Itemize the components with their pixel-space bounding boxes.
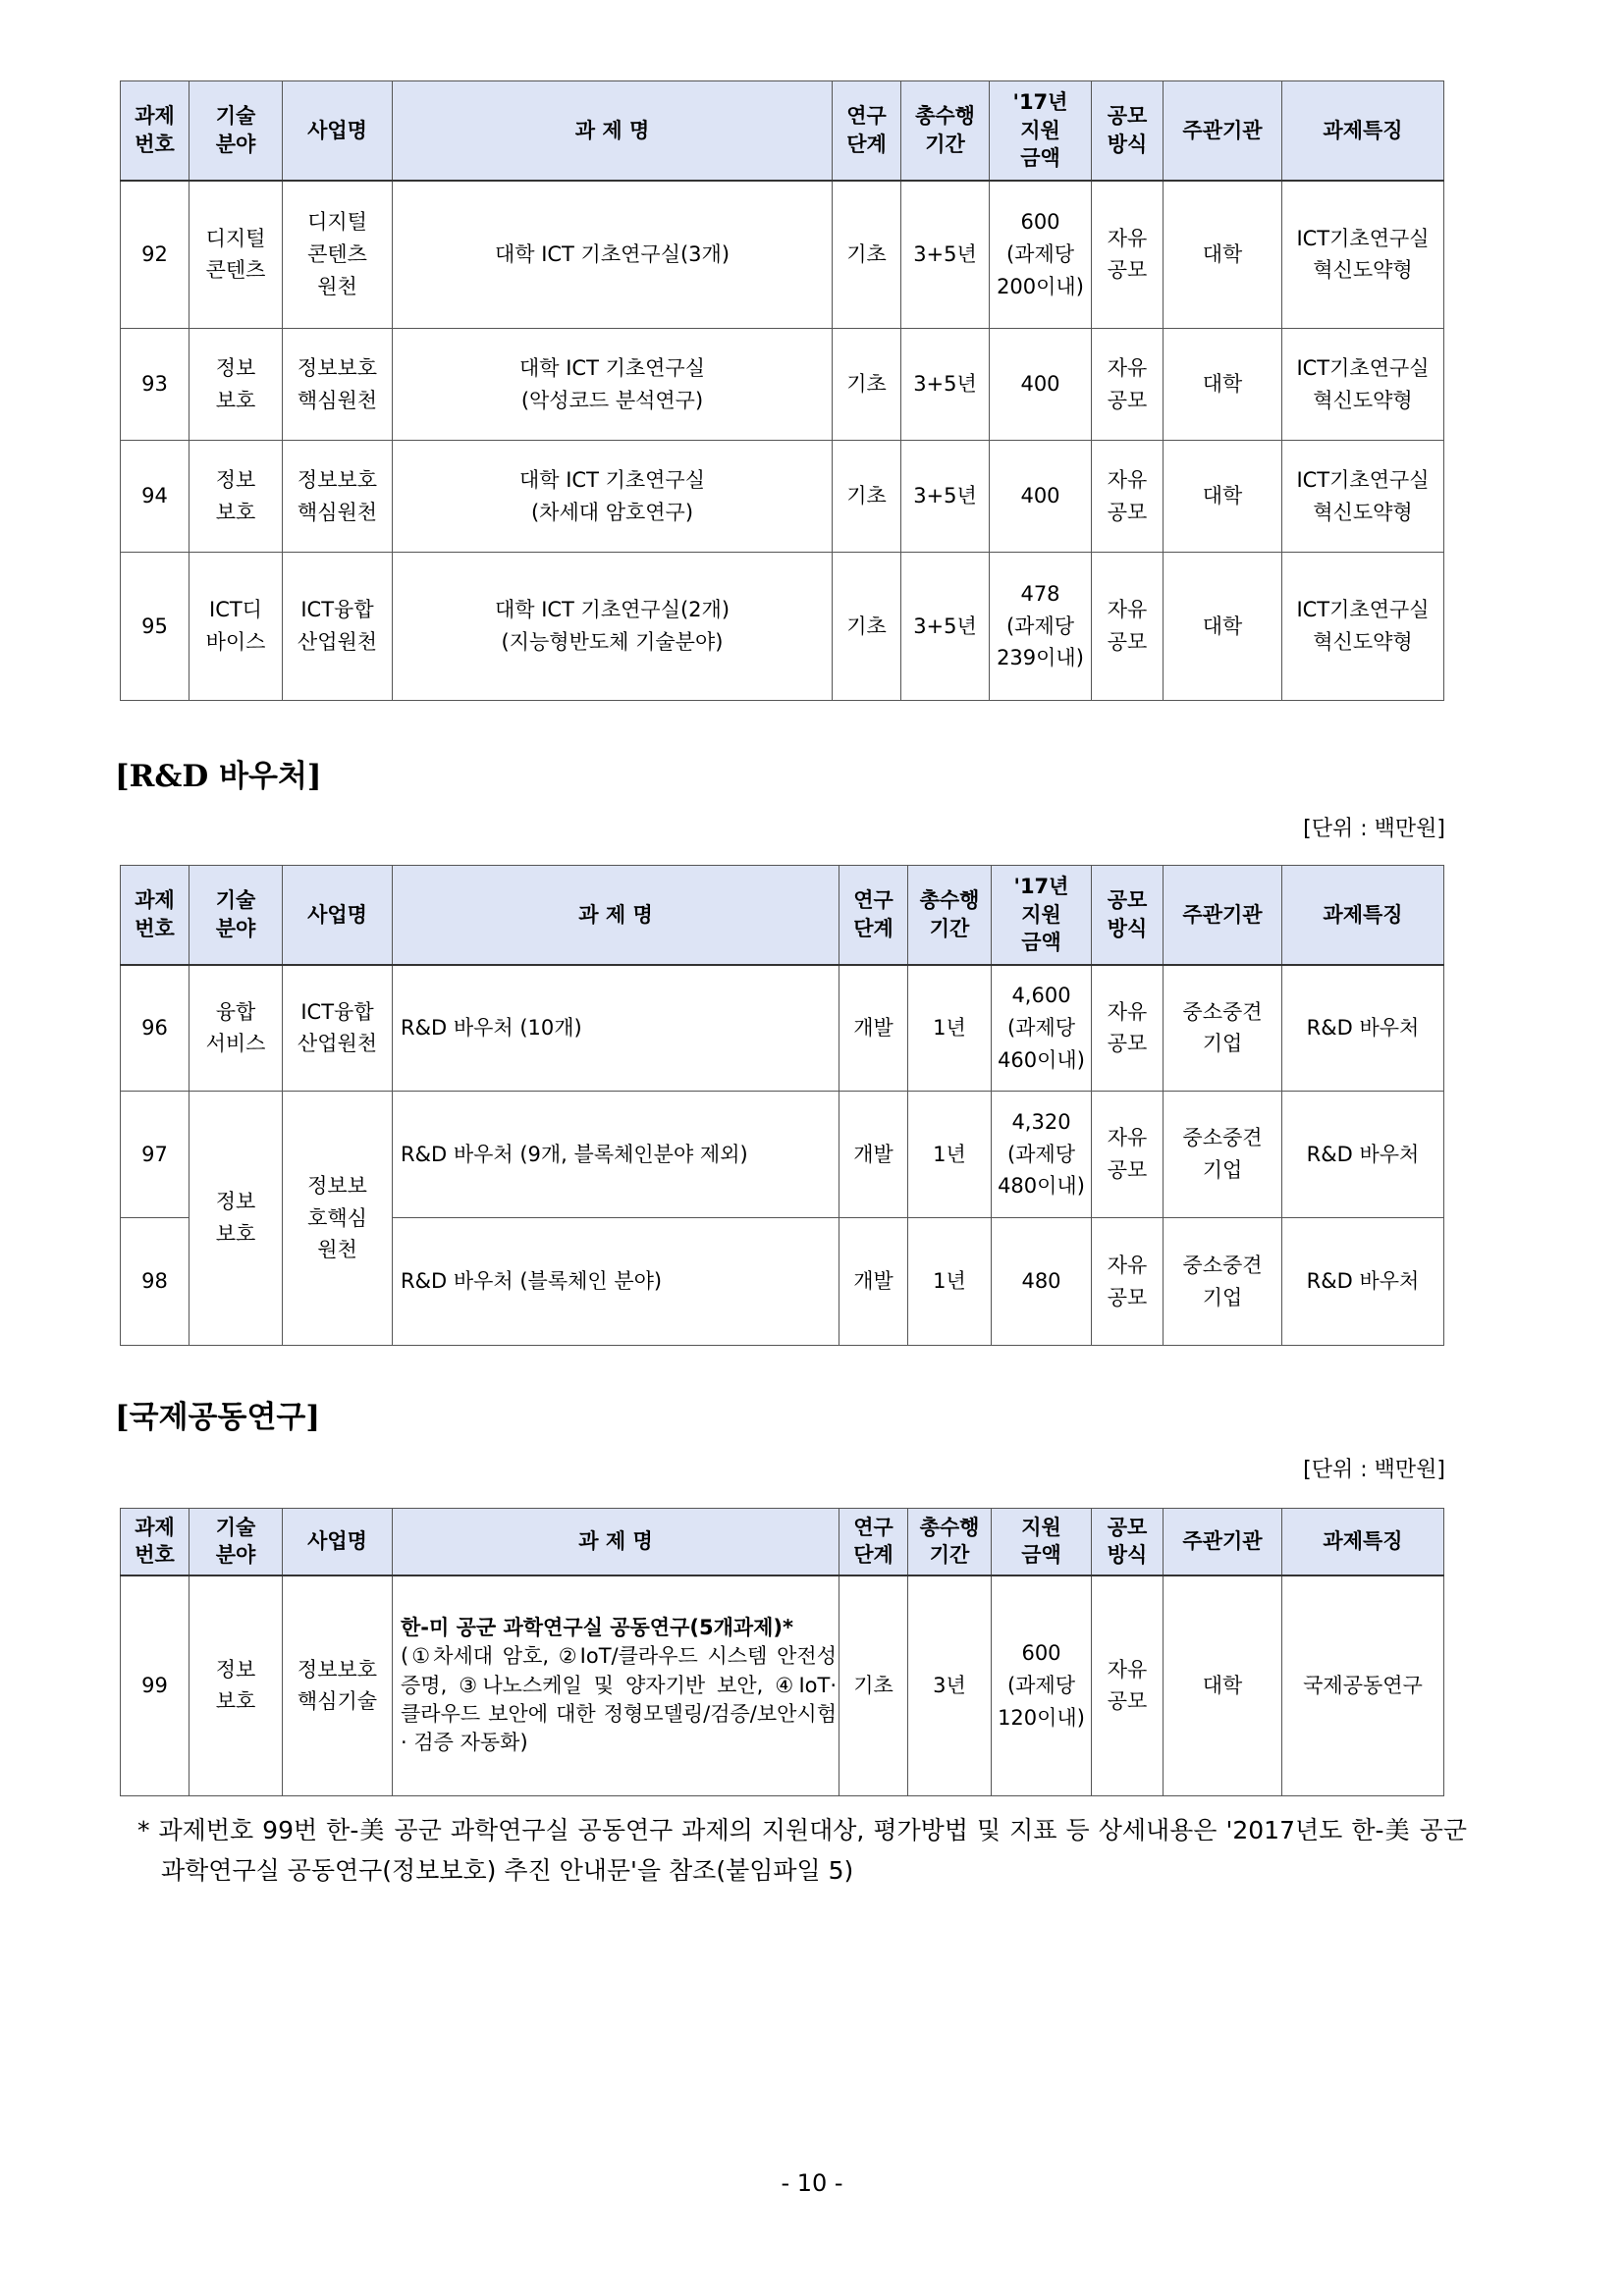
- amount-cell: 600 (과제당 200이내): [990, 181, 1092, 329]
- feature-cell: ICT기초연구실 혁신도약형: [1282, 441, 1444, 553]
- org-cell: 중소중견 기업: [1164, 1092, 1282, 1218]
- org-cell: 대학: [1164, 441, 1282, 553]
- task-no-cell: 99: [121, 1575, 189, 1796]
- rnd-voucher-table: [120, 865, 1444, 1346]
- method-cell: 자유 공모: [1092, 441, 1164, 553]
- tech-field-cell: 정보 보호: [189, 329, 283, 441]
- tech-field-cell: 정보 보호: [189, 1092, 283, 1346]
- method-cell: 자유 공모: [1092, 1575, 1164, 1796]
- header-program: 사업명: [283, 1509, 393, 1575]
- method-cell: 자유 공모: [1092, 329, 1164, 441]
- method-cell: 자유 공모: [1092, 181, 1164, 329]
- header-lead-org: 주관기관: [1164, 81, 1282, 181]
- header-total-period: 총수행 기간: [901, 81, 990, 181]
- period-cell: 3년: [908, 1575, 992, 1796]
- unit-label: [단위 : 백만원]: [1303, 1458, 1445, 1482]
- research-lab-table: [120, 80, 1444, 701]
- task-title-cell: 대학 ICT 기초연구실 (악성코드 분석연구): [393, 329, 833, 441]
- footnote: * 과제번호 99번 한-美 공군 과학연구실 공동연구 과제의 지원대상, 평가방법 및 지표 등 상세내용은 '2017년도 한-美 공군 과학연구실 공동연구(정보보호) 추진 안내문'을 참조(붙임파일 5): [137, 1816, 1467, 1886]
- header-task-title: 과 제 명: [393, 81, 833, 181]
- amount-cell: 600 (과제당 120이내): [992, 1575, 1092, 1796]
- header-support-amount: 지원 금액: [992, 1509, 1092, 1575]
- program-cell: 디지털 콘텐츠 원천: [283, 181, 393, 329]
- table-row: [121, 1092, 1444, 1218]
- feature-cell: ICT기초연구실 혁신도약형: [1282, 181, 1444, 329]
- tech-field-cell: 정보 보호: [189, 441, 283, 553]
- task-title-body: (①차세대 암호, ②IoT/클라우드 시스템 안전성 증명, ③나노스케일 및 양자기반 보안, ④IoT·클라우드 보안에 대한 정형모델링/검증/보안시험 · 검증 자동화): [401, 1644, 837, 1755]
- intl-joint-research-table: [120, 1508, 1444, 1796]
- task-no-cell: 95: [121, 553, 189, 701]
- task-no-cell: 93: [121, 329, 189, 441]
- header-task-title: 과 제 명: [393, 1509, 839, 1575]
- method-cell: 자유 공모: [1092, 1092, 1164, 1218]
- period-cell: 3+5년: [901, 181, 990, 329]
- header-task-title: 과 제 명: [393, 866, 839, 965]
- program-cell: 정보보호 핵심기술: [283, 1575, 393, 1796]
- header-tech-field: 기술 분야: [189, 1509, 283, 1575]
- stage-cell: 개발: [839, 965, 908, 1092]
- method-cell: 자유 공모: [1092, 965, 1164, 1092]
- org-cell: 대학: [1164, 1575, 1282, 1796]
- header-total-period: 총수행 기간: [908, 1509, 992, 1575]
- task-title-cell: 대학 ICT 기초연구실(2개) (지능형반도체 기술분야): [393, 553, 833, 701]
- page-number: - 10 -: [781, 2169, 843, 2197]
- header-research-stage: 연구 단계: [833, 81, 901, 181]
- task-title-cell: [393, 1575, 839, 1796]
- amount-cell: 400: [990, 329, 1092, 441]
- tech-field-cell: 융합 서비스: [189, 965, 283, 1092]
- stage-cell: 기초: [833, 553, 901, 701]
- task-no-cell: 94: [121, 441, 189, 553]
- header-support-amount: '17년 지원 금액: [992, 866, 1092, 965]
- period-cell: 1년: [908, 1092, 992, 1218]
- task-title-cell: R&D 바우처 (10개): [393, 965, 839, 1092]
- amount-cell: 478 (과제당 239이내): [990, 553, 1092, 701]
- header-tech-field: 기술 분야: [189, 81, 283, 181]
- header-task-no: 과제 번호: [121, 1509, 189, 1575]
- header-tech-field: 기술 분야: [189, 866, 283, 965]
- header-task-no: 과제 번호: [121, 81, 189, 181]
- period-cell: 3+5년: [901, 329, 990, 441]
- period-cell: 1년: [908, 1218, 992, 1346]
- tech-field-cell: 정보 보호: [189, 1575, 283, 1796]
- method-cell: 자유 공모: [1092, 553, 1164, 701]
- header-lead-org: 주관기관: [1164, 1509, 1282, 1575]
- org-cell: 대학: [1164, 553, 1282, 701]
- task-title-cell: 대학 ICT 기초연구실(3개): [393, 181, 833, 329]
- stage-cell: 개발: [839, 1092, 908, 1218]
- program-cell: ICT융합 산업원천: [283, 965, 393, 1092]
- header-call-method: 공모 방식: [1092, 866, 1164, 965]
- tech-field-cell: 디지털 콘텐츠: [189, 181, 283, 329]
- section-heading-intl-joint-research: [국제공동연구]: [115, 1400, 321, 1435]
- tech-field-cell: ICT디 바이스: [189, 553, 283, 701]
- feature-cell: R&D 바우처: [1282, 965, 1444, 1092]
- header-task-feature: 과제특징: [1282, 81, 1444, 181]
- task-no-cell: 96: [121, 965, 189, 1092]
- task-no-cell: 98: [121, 1218, 189, 1346]
- section-heading-rnd-voucher: [R&D 바우처]: [115, 759, 322, 794]
- task-no-cell: 92: [121, 181, 189, 329]
- header-task-no: 과제 번호: [121, 866, 189, 965]
- task-title-head: 한-미 공군 과학연구실 공동연구(5개과제)*: [401, 1615, 794, 1639]
- amount-cell: 4,600 (과제당 460이내): [992, 965, 1092, 1092]
- program-cell: 정보보호 핵심원천: [283, 329, 393, 441]
- task-title-cell: R&D 바우처 (블록체인 분야): [393, 1218, 839, 1346]
- table-row: [121, 553, 1444, 701]
- header-program: 사업명: [283, 866, 393, 965]
- program-cell: ICT융합 산업원천: [283, 553, 393, 701]
- header-lead-org: 주관기관: [1164, 866, 1282, 965]
- table-row: [121, 965, 1444, 1092]
- program-cell: 정보보 호핵심 원천: [283, 1092, 393, 1346]
- table-row: [121, 1575, 1444, 1796]
- table-row: [121, 329, 1444, 441]
- feature-cell: 국제공동연구: [1282, 1575, 1444, 1796]
- org-cell: 중소중견 기업: [1164, 1218, 1282, 1346]
- stage-cell: 기초: [839, 1575, 908, 1796]
- org-cell: 대학: [1164, 329, 1282, 441]
- task-no-cell: 97: [121, 1092, 189, 1218]
- stage-cell: 기초: [833, 441, 901, 553]
- period-cell: 1년: [908, 965, 992, 1092]
- table-row: [121, 441, 1444, 553]
- unit-label: [단위 : 백만원]: [1303, 817, 1445, 841]
- header-research-stage: 연구 단계: [839, 1509, 908, 1575]
- header-program: 사업명: [283, 81, 393, 181]
- task-title-cell: R&D 바우처 (9개, 블록체인분야 제외): [393, 1092, 839, 1218]
- header-task-feature: 과제특징: [1282, 866, 1444, 965]
- feature-cell: R&D 바우처: [1282, 1218, 1444, 1346]
- task-title-cell: 대학 ICT 기초연구실 (차세대 암호연구): [393, 441, 833, 553]
- header-support-amount: '17년 지원 금액: [990, 81, 1092, 181]
- stage-cell: 개발: [839, 1218, 908, 1346]
- org-cell: 중소중견 기업: [1164, 965, 1282, 1092]
- period-cell: 3+5년: [901, 441, 990, 553]
- amount-cell: 480: [992, 1218, 1092, 1346]
- period-cell: 3+5년: [901, 553, 990, 701]
- method-cell: 자유 공모: [1092, 1218, 1164, 1346]
- amount-cell: 4,320 (과제당 480이내): [992, 1092, 1092, 1218]
- amount-cell: 400: [990, 441, 1092, 553]
- stage-cell: 기초: [833, 181, 901, 329]
- program-cell: 정보보호 핵심원천: [283, 441, 393, 553]
- table-row: [121, 181, 1444, 329]
- feature-cell: ICT기초연구실 혁신도약형: [1282, 553, 1444, 701]
- header-call-method: 공모 방식: [1092, 81, 1164, 181]
- header-task-feature: 과제특징: [1282, 1509, 1444, 1575]
- org-cell: 대학: [1164, 181, 1282, 329]
- feature-cell: ICT기초연구실 혁신도약형: [1282, 329, 1444, 441]
- stage-cell: 기초: [833, 329, 901, 441]
- header-research-stage: 연구 단계: [839, 866, 908, 965]
- header-total-period: 총수행 기간: [908, 866, 992, 965]
- header-call-method: 공모 방식: [1092, 1509, 1164, 1575]
- feature-cell: R&D 바우처: [1282, 1092, 1444, 1218]
